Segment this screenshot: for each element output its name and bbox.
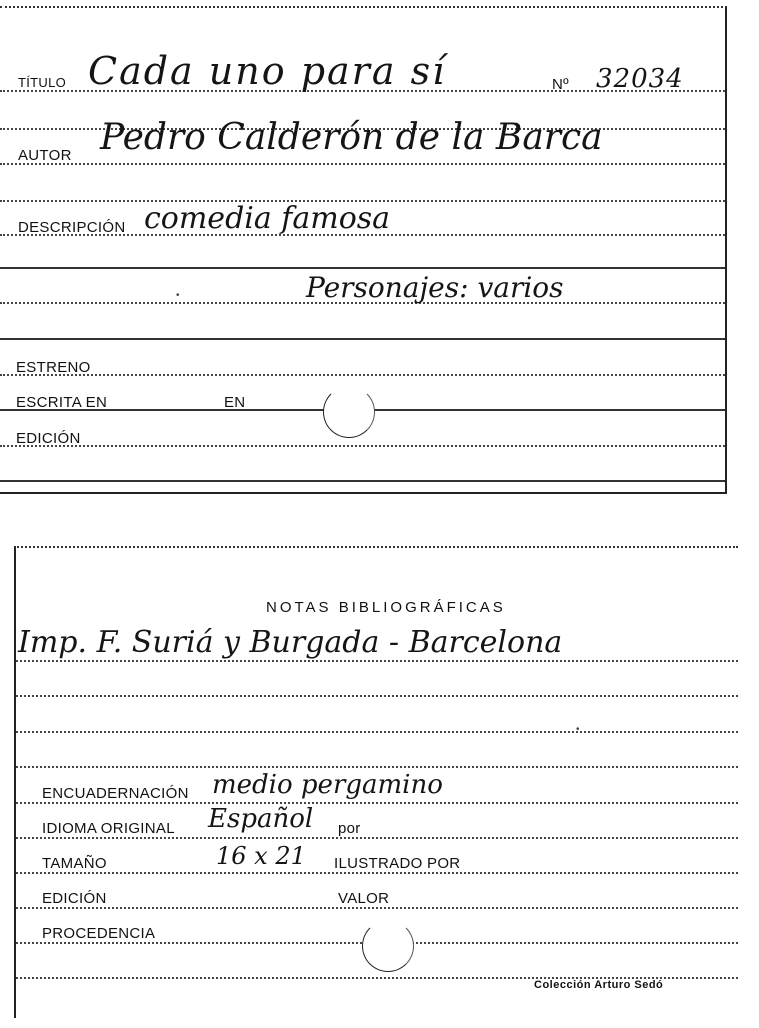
- rule-blank-c: [16, 766, 738, 768]
- encuadernacion-handwritten: medio pergamino: [212, 770, 443, 800]
- ink-speck: •: [576, 724, 580, 735]
- rule-encuadernacion: [16, 802, 738, 804]
- estreno-label: ESTRENO: [16, 359, 91, 376]
- rule-imprenta: [16, 660, 738, 662]
- procedencia-label: PROCEDENCIA: [42, 925, 156, 942]
- rule-blank-3: [0, 267, 725, 269]
- edicion-label: EDICIÓN: [42, 890, 107, 907]
- titulo-handwritten: Cada uno para sí: [88, 49, 447, 93]
- idioma-label: IDIOMA ORIGINAL: [42, 820, 175, 837]
- escrita-en-label: ESCRITA EN: [16, 394, 108, 411]
- imprenta-handwritten: Imp. F. Suriá y Burgada - Barcelona: [18, 625, 563, 660]
- autor-label: AUTOR: [18, 147, 72, 164]
- punch-hole: [362, 920, 414, 972]
- tamano-handwritten: 16 x 21: [216, 842, 306, 870]
- rule-blank-a: [16, 695, 738, 697]
- rule-edicion: [16, 907, 738, 909]
- rule-idioma: [16, 837, 738, 839]
- encuadernacion-label: ENCUADERNACIÓN: [42, 785, 189, 802]
- en-label: EN: [224, 394, 246, 411]
- titulo-label: TÍTULO: [18, 75, 67, 90]
- catalog-card-back: [14, 546, 738, 1018]
- catalog-card-front: [0, 6, 727, 494]
- rule-blank-b: [16, 731, 738, 733]
- rule-bottom: [0, 480, 725, 482]
- punch-hole: [323, 386, 375, 438]
- idioma-handwritten: Español: [208, 804, 314, 834]
- autor-handwritten: Pedro Calderón de la Barca: [100, 117, 603, 158]
- tamano-label: TAMAÑO: [42, 855, 107, 872]
- collection-credit: Colección Arturo Sedó: [534, 979, 664, 991]
- rule-edicion: [0, 445, 725, 447]
- valor-label: VALOR: [338, 890, 390, 907]
- notas-heading: NOTAS BIBLIOGRÁFICAS: [266, 599, 506, 616]
- rule-estreno: [0, 374, 725, 376]
- edicion-label: EDICIÓN: [16, 430, 81, 447]
- numero-label: Nº: [552, 76, 569, 93]
- personajes-handwritten: Personajes: varios: [306, 271, 564, 304]
- rule-autor: [0, 163, 725, 165]
- ilustrado-label: ILUSTRADO POR: [334, 855, 461, 872]
- por-label: por: [338, 820, 361, 837]
- rule-blank-4: [0, 338, 725, 340]
- ink-speck: •: [176, 290, 180, 301]
- rule-tamano: [16, 872, 738, 874]
- descripcion-label: DESCRIPCIÓN: [18, 219, 126, 236]
- descripcion-handwritten: comedia famosa: [144, 201, 391, 236]
- numero-handwritten: 32034: [596, 64, 684, 94]
